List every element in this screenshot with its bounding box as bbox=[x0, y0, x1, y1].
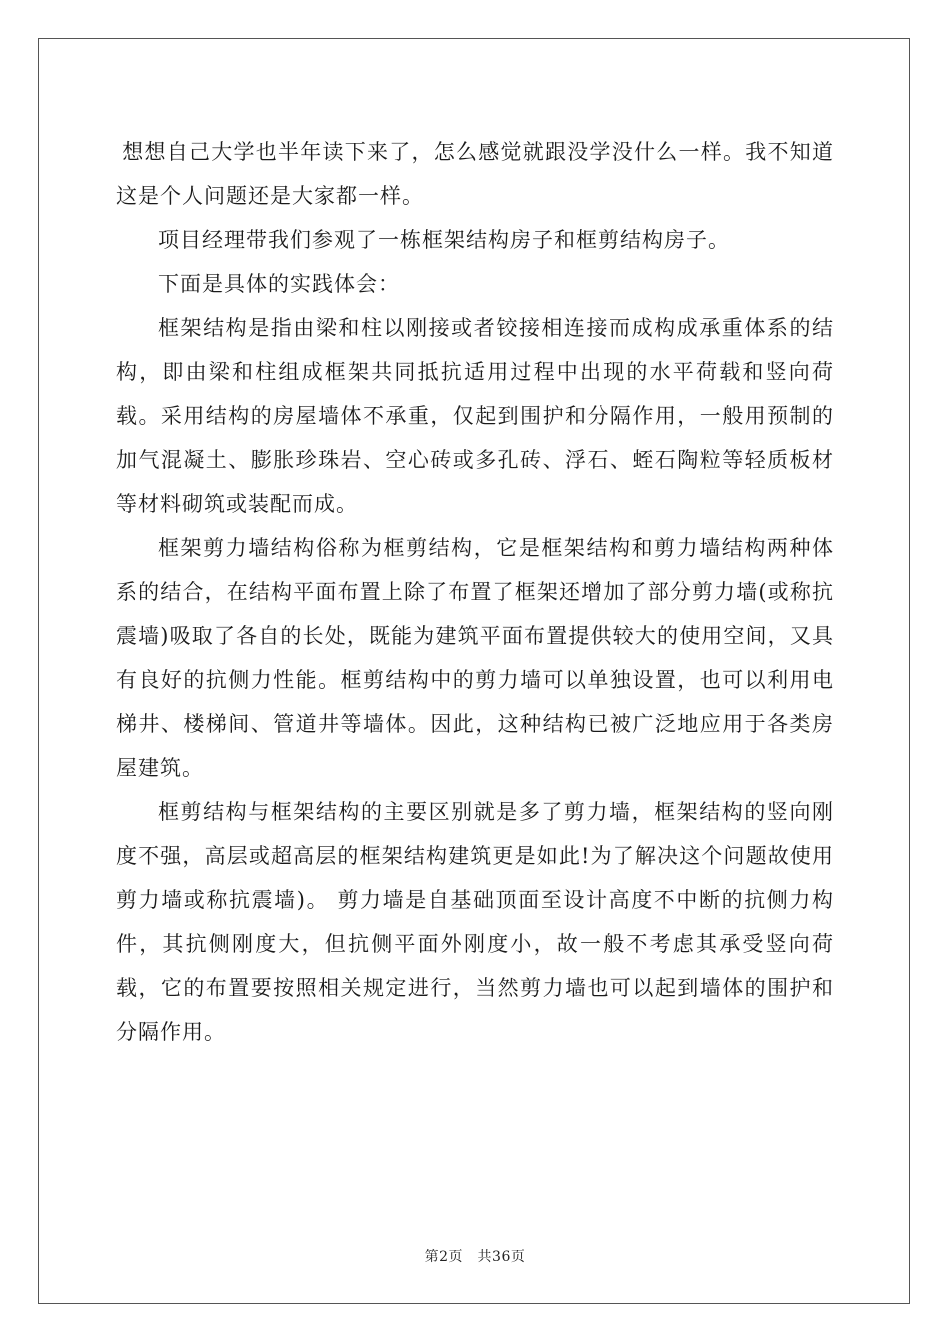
paragraph-4: 框架结构是指由梁和柱以刚接或者铰接相连接而成构成承重体系的结构，即由梁和柱组成框架共同抵抗适用过程中出现的水平荷载和竖向荷载。采用结构的房屋墙体不承重，仅起到围护和分隔作用，一般用预制的加气混凝土、膨胀珍珠岩、空心砖或多孔砖、浮石、蛭石陶粒等轻质板材等材料砌筑或装配而成。 bbox=[116, 316, 834, 516]
paragraph-2: 项目经理带我们参观了一栋框架结构房子和框剪结构房子。 bbox=[158, 228, 730, 252]
paragraph-6: 框剪结构与框架结构的主要区别就是多了剪力墙，框架结构的竖向刚度不强，高层或超高层的框架结构建筑更是如此!为了解决这个问题故使用剪力墙或称抗震墙)。 剪力墙是自基础顶面至设计高度不中断的抗侧力构件，其抗侧刚度大，但抗侧平面外刚度小，故一般不考虑其承受竖向荷载，它的布置要按照相关规定进行，当然剪力墙也可以起到墙体的围护和分隔作用。 bbox=[116, 800, 834, 1044]
document-body bbox=[116, 130, 834, 1054]
paragraph-5: 框架剪力墙结构俗称为框剪结构，它是框架结构和剪力墙结构两种体系的结合，在结构平面布置上除了布置了框架还增加了部分剪力墙(或称抗震墙)吸取了各自的长处，既能为建筑平面布置提供较大的使用空间，又具有良好的抗侧力性能。框剪结构中的剪力墙可以单独设置，也可以利用电梯井、楼梯间、管道井等墙体。因此，这种结构已被广泛地应用于各类房屋建筑。 bbox=[116, 536, 834, 780]
page-footer: 第2页 共36页 bbox=[424, 1249, 526, 1265]
paragraph-1: 想想自己大学也半年读下来了，怎么感觉就跟没学没什么一样。我不知道这是个人问题还是大家都一样。 bbox=[116, 140, 834, 208]
paragraph-3: 下面是具体的实践体会： bbox=[158, 272, 400, 296]
